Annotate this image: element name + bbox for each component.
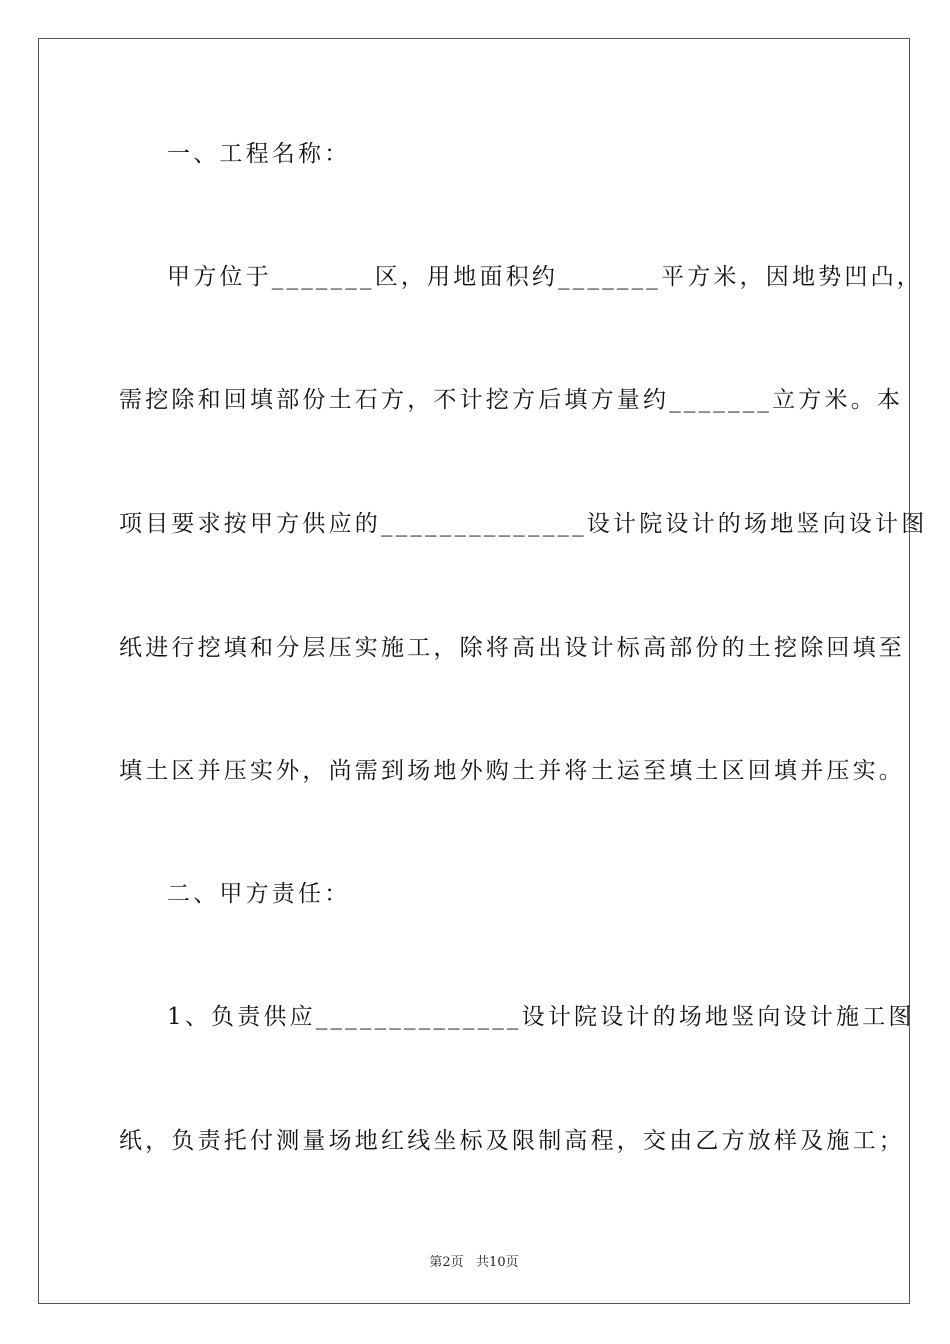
document-page [38,38,928,1304]
paragraph-line: 纸进行挖填和分层压实施工，除将高出设计标高部份的土挖除回填至 [119,635,905,661]
page-number-footer: 第2页 共10页 [429,1255,519,1270]
paragraph-line: 甲方位于_______区，用地面积约_______平方米，因地势凹凸， [167,264,923,290]
paragraph-line: 需挖除和回填部份土石方，不计挖方后填方量约_______立方米。本 [119,387,904,413]
section-heading-project-name: 一、工程名称： [167,141,351,167]
list-item-line: 纸，负责托付测量场地红线坐标及限制高程，交由乙方放样及施工； [119,1128,905,1154]
list-item-line: 1、负责供应______________设计院设计的场地竖向设计施工图 [167,1004,915,1030]
paragraph-line: 填土区并压实外，尚需到场地外购土并将土运至填土区回填并压实。 [119,758,905,784]
paragraph-line: 项目要求按甲方供应的______________设计院设计的场地竖向设计图 [119,511,928,537]
section-heading-party-a-duties: 二、甲方责任： [167,881,351,907]
